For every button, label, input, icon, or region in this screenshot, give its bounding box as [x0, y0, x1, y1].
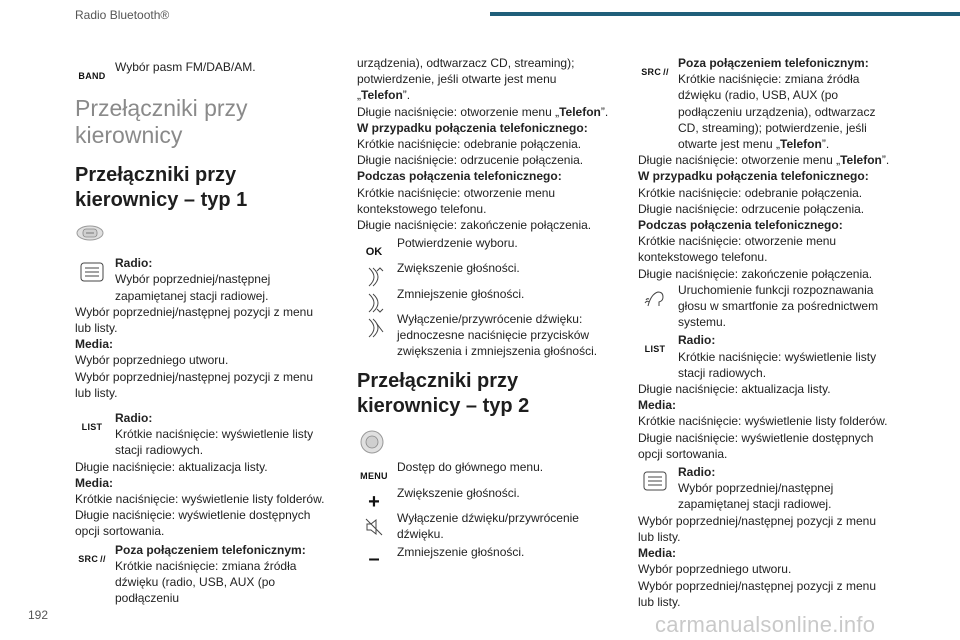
ok-entry: [357, 235, 609, 259]
incoming-call-label: W przypadku połączenia telefonicznego:: [638, 169, 869, 184]
mute-entry: [357, 311, 609, 360]
rocker-line: Wybór poprzedniej/następnej zapamiętanej stacji radiowej.: [678, 481, 834, 512]
plus-icon: +: [368, 490, 380, 513]
list-entry: [75, 410, 327, 540]
src-cont-text: Długie naciśnięcie: otworzenie menu „: [357, 104, 560, 119]
rocker-line: Wybór poprzedniej/następnej pozycji z menu lub listy.: [638, 513, 877, 544]
phone-word: Telefon: [559, 104, 601, 119]
rocker-media-line: Wybór poprzedniej/następnej pozycji z menu lub listy.: [75, 369, 314, 400]
watermark: carmanualsonline.info: [655, 612, 876, 637]
voice-recognition-icon: [638, 288, 672, 310]
rocker-entry-2: [638, 464, 890, 610]
mute-text: Wyłączenie/przywrócenie dźwięku: jednoczesne naciśnięcie przycisków zwiększenia i zmniejszenia głośności.: [397, 311, 598, 359]
rocker-line: Wybór poprzedniej/następnej zapamiętanej stacji radiowej.: [115, 272, 271, 303]
list-icon: LIST: [644, 344, 666, 355]
header-accent-bar: [490, 12, 960, 16]
src-entry-2: [638, 55, 890, 152]
src-line: Długie naciśnięcie: otworzenie menu „: [638, 153, 841, 168]
during-call-line: Krótkie naciśnięcie: otworzenie menu kontekstowego telefonu.: [638, 234, 837, 265]
list-media-label: Media:: [638, 398, 677, 413]
src-cont-3: [638, 152, 890, 282]
ok-icon: OK: [365, 246, 383, 259]
during-call-line: Krótkie naciśnięcie: otworzenie menu kontekstowego telefonu.: [357, 185, 556, 216]
src-line: Krótkie naciśnięcie: zmiana źródła dźwięku (radio, USB, AUX (po podłączeniu urządzenia), odtwarzacz CD, streaming); potwierdzenie, jeśli otwarte jest menu „: [678, 72, 876, 152]
src-continued: [357, 55, 609, 233]
column-3: [638, 55, 890, 612]
list-icon: LIST: [81, 421, 103, 432]
rocker-entry: [75, 255, 327, 401]
incoming-call-line: Długie naciśnięcie: odrzucenie połączenia.: [638, 201, 865, 216]
vol-up-text: Zwiększenie głośności.: [397, 261, 520, 276]
rocker-media-label: Media:: [75, 337, 114, 352]
type2-wheel-image: [357, 429, 609, 455]
band-entry: [75, 59, 327, 81]
src-cont-text: ”.: [402, 88, 411, 103]
minus-icon: –: [368, 548, 380, 571]
src-label: Poza połączeniem telefonicznym:: [678, 56, 869, 70]
during-call-line: Długie naciśnięcie: zakończenie połączenia.: [357, 218, 592, 233]
incoming-call-line: Długie naciśnięcie: odrzucenie połączenia.: [357, 153, 584, 168]
src-line: ”.: [821, 137, 830, 152]
list-line: Długie naciśnięcie: aktualizacja listy.: [638, 382, 831, 397]
list-line: Długie naciśnięcie: aktualizacja listy.: [75, 459, 268, 474]
incoming-call-line: Krótkie naciśnięcie: odebranie połączenia.: [638, 185, 863, 200]
src-cont-text: ”.: [600, 104, 609, 119]
list-media-line: Długie naciśnięcie: wyświetlenie dostępnych opcji sortowania.: [75, 508, 311, 539]
vol-up-entry: [357, 260, 609, 276]
list-media-line: Długie naciśnięcie: wyświetlenie dostępnych opcji sortowania.: [638, 430, 874, 461]
rocker-switch-icon: [638, 470, 672, 492]
band-text: Wybór pasm FM/DAB/AM.: [115, 60, 256, 74]
list-radio-label: Radio:: [678, 333, 716, 348]
rocker-media-line: Wybór poprzedniej/następnej pozycji z menu lub listy.: [638, 578, 877, 609]
menu-text: Dostęp do głównego menu.: [397, 460, 544, 475]
phone-word: Telefon: [780, 137, 822, 152]
phone-word: Telefon: [840, 153, 882, 168]
list-media-label: Media:: [75, 475, 114, 490]
rocker-media-line: Wybór poprzedniego utworu.: [75, 353, 229, 368]
type1-wheel-image: [75, 223, 327, 249]
list-line: Krótkie naciśnięcie: wyświetlenie listy stacji radiowych.: [678, 349, 877, 380]
thumbwheel-mute-icon: [357, 317, 391, 339]
incoming-call-label: W przypadku połączenia telefonicznego:: [357, 120, 588, 135]
list-line: Krótkie naciśnięcie: wyświetlenie listy stacji radiowych.: [115, 427, 314, 458]
plus-text: Zwiększenie głośności.: [397, 485, 520, 500]
during-call-line: Długie naciśnięcie: zakończenie połączenia.: [638, 266, 873, 281]
src-line: Krótkie naciśnięcie: zmiana źródła dźwięku (radio, USB, AUX (po podłączeniu: [115, 558, 297, 606]
incoming-call-line: Krótkie naciśnięcie: odebranie połączenia.: [357, 137, 582, 152]
src-icon: SRC //: [641, 66, 669, 77]
list-media-line: Krótkie naciśnięcie: wyświetlenie listy folderów.: [638, 414, 888, 429]
during-call-label: Podczas połączenia telefonicznego:: [357, 169, 562, 184]
menu-icon: MENU: [360, 471, 388, 482]
list-radio-label: Radio:: [115, 411, 153, 426]
steering-switch-icon: [75, 223, 105, 243]
list-media-line: Krótkie naciśnięcie: wyświetlenie listy folderów.: [75, 492, 325, 507]
steering-switch-round-icon: [357, 429, 387, 455]
mute2-entry: [357, 510, 609, 542]
header-title: Radio Bluetooth®: [75, 8, 170, 22]
menu-entry: [357, 459, 609, 482]
vol-down-entry: [357, 286, 609, 302]
page-number: 192: [28, 608, 49, 622]
type2-title: Przełączniki przy kierownicy – typ 2: [357, 370, 530, 418]
minus-text: Zmniejszenie głośności.: [397, 545, 525, 560]
ok-text: Potwierdzenie wyboru.: [397, 236, 518, 251]
rocker-media-line: Wybór poprzedniego utworu.: [638, 562, 792, 577]
during-call-label: Podczas połączenia telefonicznego:: [638, 218, 843, 233]
column-2: [357, 55, 609, 569]
section-title: Przełączniki przy kierownicy: [75, 95, 248, 149]
voice-entry: [638, 282, 890, 331]
src-entry: [75, 542, 327, 607]
mute2-text: Wyłączenie dźwięku/przywrócenie dźwięku.: [397, 510, 579, 542]
voice-text: Uruchomienie funkcji rozpoznawania głosu w smartfonie za pośrednictwem systemu.: [678, 282, 879, 330]
src-line: ”.: [881, 153, 890, 168]
vol-down-text: Zmniejszenie głośności.: [397, 286, 525, 301]
speaker-mute-icon: [357, 516, 391, 538]
plus-entry: [357, 485, 609, 513]
src-label: Poza połączeniem telefonicznym:: [115, 542, 306, 557]
rocker-radio-label: Radio:: [678, 465, 716, 480]
src-icon: SRC //: [78, 553, 106, 564]
phone-word: Telefon: [361, 88, 403, 103]
rocker-line: Wybór poprzedniej/następnej pozycji z menu lub listy.: [75, 304, 314, 336]
rocker-media-label: Media:: [638, 546, 677, 561]
column-1: [75, 55, 327, 608]
band-icon: BAND: [78, 70, 106, 81]
type1-title: Przełączniki przy kierownicy – typ 1: [75, 164, 248, 212]
rocker-radio-label: Radio:: [115, 256, 153, 271]
rocker-switch-icon: [75, 261, 109, 283]
list-entry-2: [638, 332, 890, 462]
src-cont-text: urządzenia), odtwarzacz CD, streaming); potwierdzenie, jeśli otwarte jest menu „: [357, 56, 575, 103]
minus-entry: [357, 544, 609, 571]
